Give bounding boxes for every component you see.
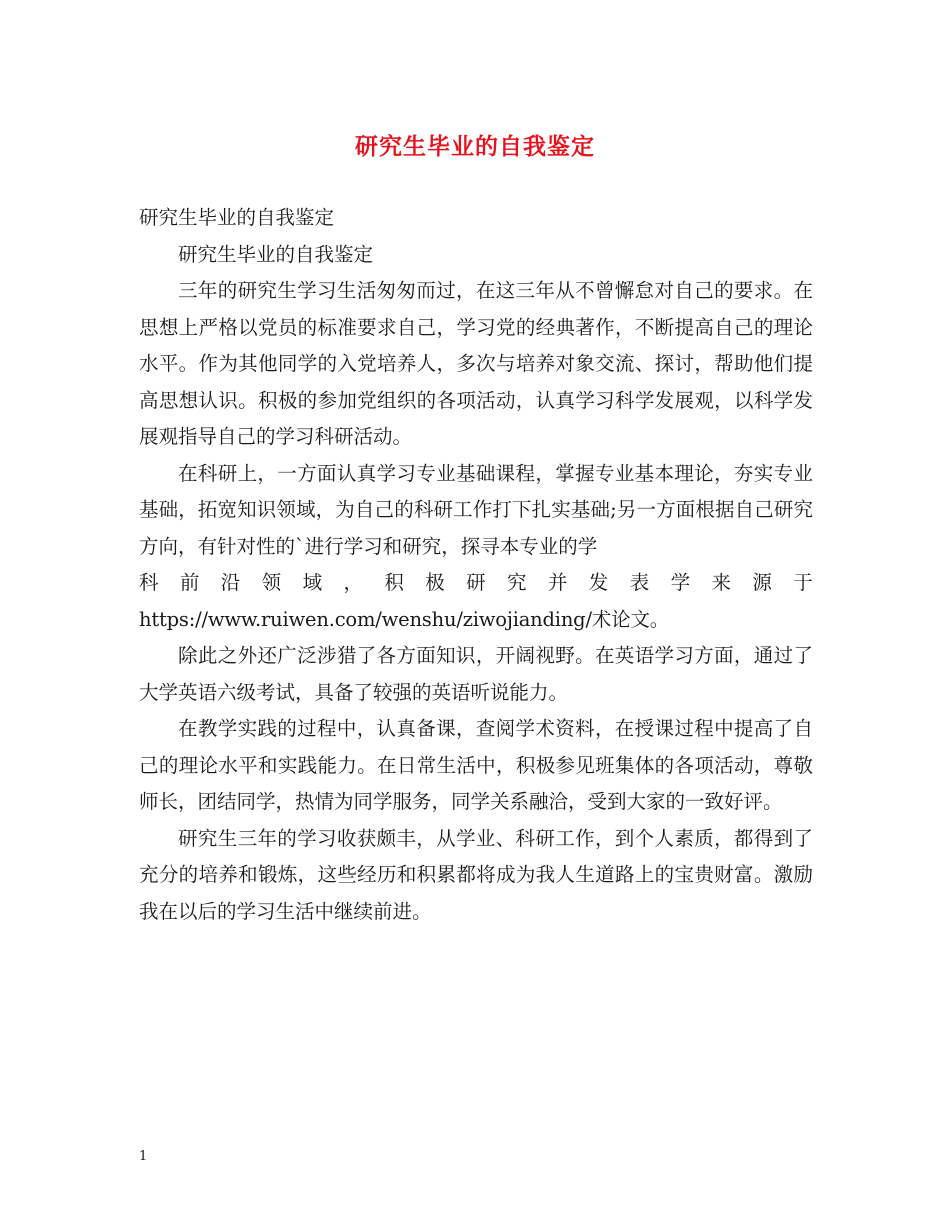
paragraph-research-spread-line (139, 565, 813, 602)
spread-char: 发 (588, 571, 609, 594)
page-number: 1 (139, 1149, 148, 1164)
paragraph-research (139, 456, 813, 639)
document-title: 研究生毕业的自我鉴定 (355, 133, 595, 160)
paragraph-research-lead: 在科研上，一方面认真学习专业基础课程，掌握专业基本理论，夯实专业基础，拓宽知识领域，为自己的科研工作打下扎实基础;另一方面根据自己研究方向，有针对性的`进行学习和研究，探寻本专业的学 (139, 461, 813, 558)
spread-char: 极 (425, 571, 445, 594)
spread-char: 沿 (220, 571, 241, 594)
spread-char: 表 (629, 571, 650, 594)
document-heading: 研究生毕业的自我鉴定 (139, 206, 335, 229)
spread-char: 领 (261, 571, 282, 594)
spread-char: 研 (466, 571, 486, 594)
spread-char: 并 (547, 571, 568, 594)
spread-char: 究 (507, 571, 527, 594)
spread-char: 于 (793, 571, 813, 594)
spread-char: 域 (302, 571, 323, 594)
paragraph-thought: 三年的研究生学习生活匆匆而过，在这三年从不曾懈怠对自己的要求。在思想上严格以党员的标准要求自己，学习党的经典著作，不断提高自己的理论水平。作为其他同学的入党培养人，多次与培养对象交流、探讨，帮助他们提高思想认识。积极的参加党组织的各项活动，认真学习科学发展观，以科学发展观指导自己的学习科研活动。 (139, 279, 813, 448)
spread-char: 科 (139, 571, 159, 594)
document-body (139, 200, 813, 930)
spread-char: 源 (752, 571, 772, 594)
paragraph-english: 除此之外还广泛涉猎了各方面知识，开阔视野。在英语学习方面，通过了大学英语六级考试，具备了较强的英语听说能力。 (139, 644, 813, 704)
spread-char: 积 (384, 571, 404, 594)
paragraph-teaching: 在教学实践的过程中，认真备课，查阅学术资料，在授课过程中提高了自己的理论水平和实践能力。在日常生活中，积极参见班集体的各项活动，尊敬师长，团结同学，热情为同学服务，同学关系融洽，受到大家的一致好评。 (139, 717, 813, 813)
document-subheading: 研究生毕业的自我鉴定 (178, 242, 374, 266)
spread-char: ， (343, 571, 363, 594)
spread-char: 前 (179, 571, 200, 594)
spread-char: 学 (670, 571, 691, 594)
paragraph-research-url-line: https://www.ruiwen.com/wenshu/ziwojianding/术论文。 (139, 607, 670, 631)
spread-char: 来 (711, 571, 731, 594)
paragraph-summary: 研究生三年的学习收获颇丰，从学业、科研工作，到个人素质，都得到了充分的培养和锻炼，这些经历和积累都将成为我人生道路上的宝贵财富。激励我在以后的学习生活中继续前进。 (139, 826, 813, 923)
